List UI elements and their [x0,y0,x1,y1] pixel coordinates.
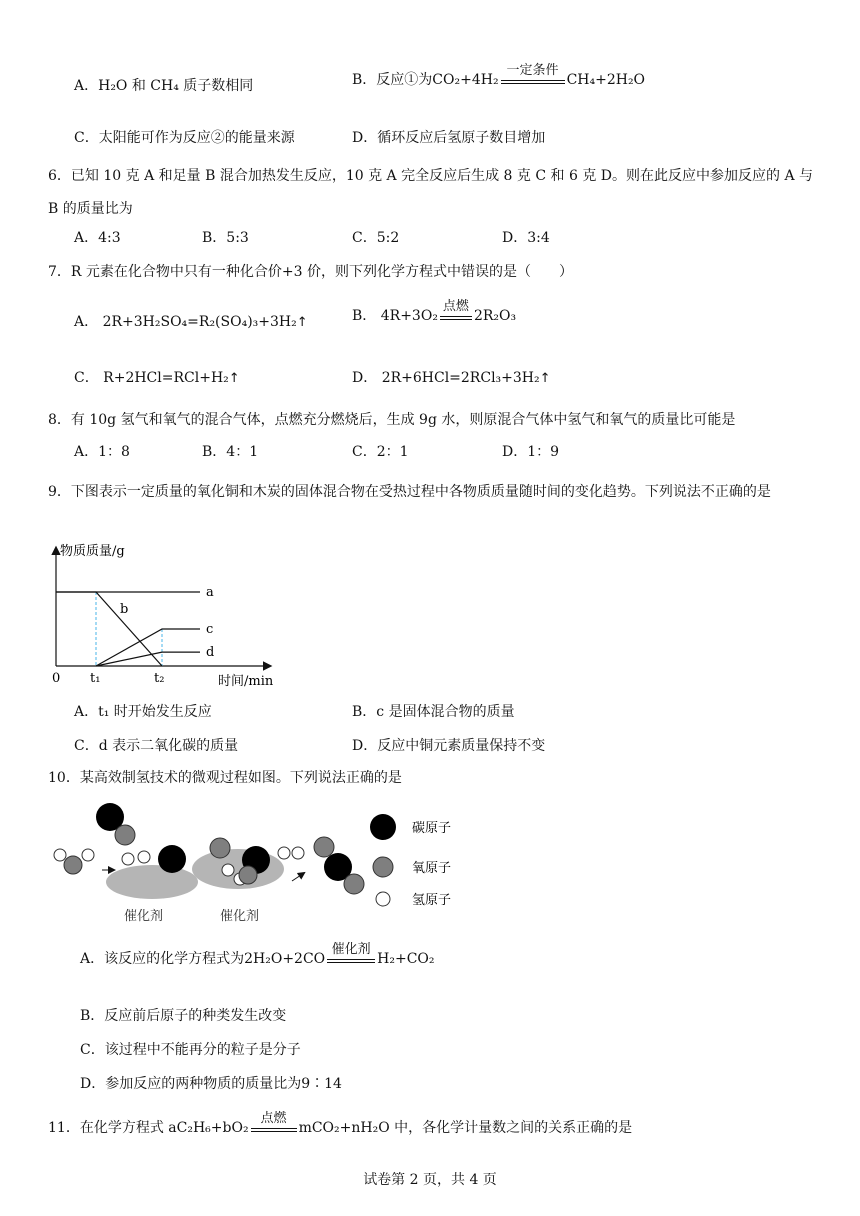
q6-option-b: B．5:3 [202,230,249,246]
q11-stem: 11．在化学方程式 aC₂H₆+bO₂ 点燃 mCO₂+nH₂O 中，各化学计量数之间的关系正确的是 [48,1111,633,1136]
reaction-condition: 一定条件 [501,66,565,90]
series-label-c: c [206,622,214,637]
q9-option-b: B．c 是固体混合物的质量 [352,704,515,720]
x-axis-label: 时间/min [218,674,274,689]
q8-option-a: A．1：8 [74,444,130,460]
q7-option-c: C． R+2HCl=RCl+H₂↑ [74,370,240,386]
q8-option-c: C．2：1 [352,444,409,460]
q10-option-a: A．该反应的化学方程式为2H₂O+2CO 催化剂 H₂+CO₂ [80,942,435,967]
hydrogen-atom [138,851,150,863]
q7-stem: 7．R 元素在化合物中只有一种化合价+3 价，则下列化学方程式中错误的是（ ） [48,264,573,280]
q10-stem: 10．某高效制氢技术的微观过程如图。下列说法正确的是 [48,770,402,786]
q5-option-b: B．反应①为CO₂+4H₂ 一定条件 CH₄+2H₂O [352,63,646,88]
oxygen-atom [64,856,82,874]
q9-option-d: D．反应中铜元素质量保持不变 [352,738,546,754]
legend-carbon-label: 碳原子 [412,821,452,836]
oxygen-atom [314,837,334,857]
series-label-d: d [206,645,215,661]
tick-label-t1: t₁ [90,671,101,686]
q6-stem: 6．已知 10 克 A 和足量 B 混合加热发生反应，10 克 A 完全反应后生成 8 克 C 和 6 克 D。则在此反应中参加反应的 A 与 B 的质量比为 [48,168,814,217]
legend-carbon-icon [370,814,396,840]
q6-option-a: A．4:3 [74,230,121,246]
series-line-d [96,652,200,666]
q7-option-a: A． 2R+3H₂SO₄=R₂(SO₄)₃+3H₂↑ [74,314,308,330]
q6-option-c: C．5:2 [352,230,400,246]
series-line-c [96,629,200,666]
legend-hydrogen-label: 氢原子 [412,893,452,908]
q9-stem: 9．下图表示一定质量的氧化铜和木炭的固体混合物在受热过程中各物质质量随时间的变化趋势。下列说法不正确的是 [48,484,771,500]
reaction-condition: 催化剂 [327,945,375,969]
series-label-a: a [206,585,214,600]
carbon-atom [158,845,186,873]
origin-label: 0 [52,671,61,686]
legend-hydrogen-icon [376,892,390,906]
series-label-b: b [120,601,129,617]
legend-oxygen-label: 氧原子 [412,861,452,876]
q6-option-d: D．3:4 [502,230,550,246]
q10-option-c: C．该过程中不能再分的粒子是分子 [80,1042,301,1058]
q8-option-b: B．4：1 [202,444,259,460]
q9-option-a: A．t₁ 时开始发生反应 [74,704,212,720]
hydrogen-atom [278,847,290,859]
reaction-condition: 点燃 [440,302,472,326]
q5-option-d: D．循环反应后氢原子数目增加 [352,130,546,146]
q7-option-b: B． 4R+3O₂ 点燃 2R₂O₃ [352,299,517,324]
q10-option-b: B．反应前后原子的种类发生改变 [80,1008,287,1024]
q5-option-c: C．太阳能可作为反应②的能量来源 [74,130,295,146]
catalyst-label-1: 催化剂 [124,909,164,924]
hydrogen-atom [292,847,304,859]
q8-option-d: D．1：9 [502,444,560,460]
arrow [292,873,304,881]
catalyst-surface-1 [106,865,198,899]
reaction-condition: 点燃 [251,1114,297,1138]
hydrogen-atom [122,853,134,865]
oxygen-atom [210,838,230,858]
hydrogen-atom [54,849,66,861]
q9-option-c: C．d 表示二氧化碳的质量 [74,738,239,754]
catalyst-label-2: 催化剂 [220,909,260,924]
q10-diagram [40,795,480,930]
q9-chart [40,540,290,690]
tick-label-t2: t₂ [154,671,165,686]
q10-option-d: D．参加反应的两种物质的质量比为9∶14 [80,1076,342,1092]
legend-oxygen-icon [373,857,393,877]
hydrogen-atom [82,849,94,861]
page-footer: 试卷第 2 页，共 4 页 [363,1172,497,1188]
q7-option-d: D． 2R+6HCl=2RCl₃+3H₂↑ [352,370,551,386]
q8-stem: 8．有 10g 氢气和氧气的混合气体，点燃充分燃烧后，生成 9g 水，则原混合气体中氢气和氧气的质量比可能是 [48,412,736,428]
oxygen-atom [115,825,135,845]
y-axis-label: 物质质量/g [60,544,125,559]
oxygen-atom [344,874,364,894]
oxygen-atom [239,866,257,884]
hydrogen-atom [222,864,234,876]
q5-option-a: A．H₂O 和 CH₄ 质子数相同 [74,78,254,94]
